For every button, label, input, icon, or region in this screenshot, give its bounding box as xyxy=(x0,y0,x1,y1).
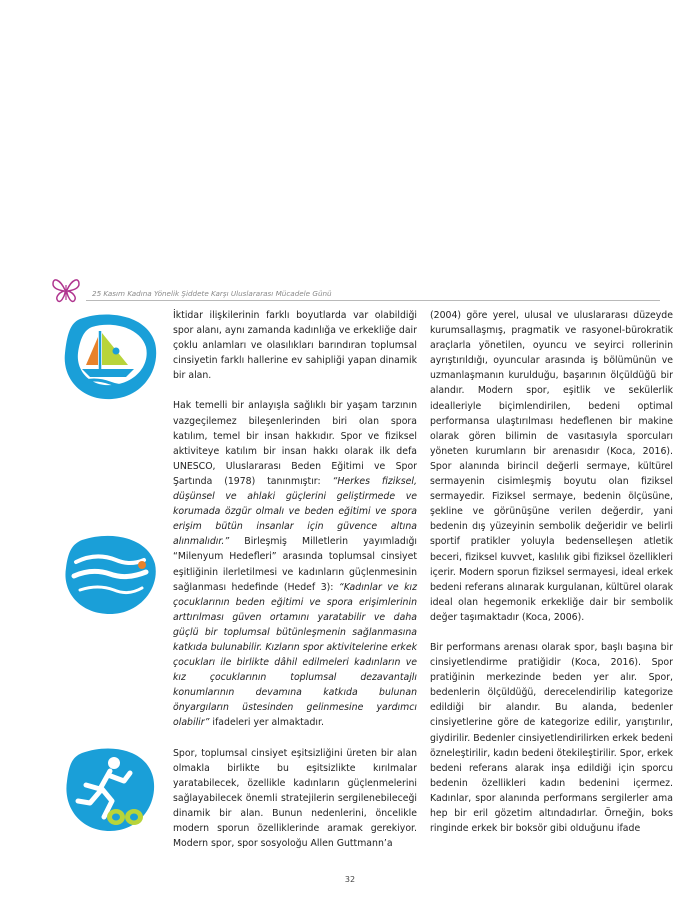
left-paragraph-1: İktidar ilişkilerinin farklı boyutlarda var olabildiği spor alanı, aynı zamanda kadınlığa ve erkekliğe dair çoklu anlamları ve olasılıkları barındıran toplumsal cinsiyetin farklı hallerine ev sahipliği yapan dinamik bir alan. xyxy=(173,310,417,382)
left-p2-text-b: Birleşmiş Milletlerin yayımladığı “Milenyum Hedefleri” arasında toplumsal cinsiyet eşitliğinin ilerletilmesi ve kadınların güçlenmesinin sağlanması hedefinde (Hedef 3): xyxy=(173,536,417,593)
header-divider xyxy=(86,300,660,301)
left-p2-text-c: ifadeleri yer almaktadır. xyxy=(209,717,324,729)
right-paragraph-2: Bir performans arenası olarak spor, başlı başına bir cinsiyetlendirme pratiğidir (Koca, 2016). Spor pratiğinin merkezinde beden yer alır. Spor, bedenlerin ölçüldüğü, derecelendirilip kategorize edildiği bir alandır. Bu alanda, bedenler cinsiyetlerine göre de kategorize edilir, yarıştırılır, giydirilir. Bedenler cinsiyetlendirilirken erkek bedeni özneleştirilir, kadın bedeni ötekileştirilir. Spor, erkek bedeni referans alarak inşa edildiği için sporcu bedenin özellikleri kadın bedenini içermez. Kadınlar, spor alanında performans sergilerler ama hep bir eril gözetim altındadırlar. Örneğin, boks ringinde erkek bir boksör gibi olduğunu ifade xyxy=(430,641,673,835)
unesco-quote: “Herkes fiziksel, düşünsel ve ahlaki güçlerini geliştirmede ve korumada özgür olmalı ve beden eğitimi ve spora erişim bütün insanlar için güvence altına alınmalıdır.” xyxy=(173,475,417,548)
right-column xyxy=(430,308,673,851)
header-title: 25 Kasım Kadına Yönelik Şiddete Karşı Uluslararası Mücadele Günü xyxy=(92,289,332,298)
millennium-quote: “Kadınlar ve kız çocuklarının beden eğitimi ve spora erişimlerinin arttırılması güven ortamını yaratabilir ve daha güçlü bir toplumsal bütünleşmenin sağlanmasına katkıda bulunabilir. Kızların spor aktivitelerine erkek çocukları ile birlikte dâhil edilmeleri kadınların ve kız çocuklarının toplumsal dezavantajlı konumlarının devamına katkıda bulunan önyargıların üstesinden gelinmesine yardımcı olabilir” xyxy=(173,581,418,729)
page-header xyxy=(50,276,660,304)
swimming-icon xyxy=(62,532,158,616)
butterfly-icon xyxy=(50,276,82,304)
left-p2-text-a: Hak temelli bir anlayışla sağlıklı bir yaşam tarzının vazgeçilemez bileşenlerinden biri olan spora katılım, temel bir insan hakkıdır. Spor ve fiziksel aktiviteye katılım bir insan hakkı olarak ilk defa UNESCO, Uluslararası Beden Eğitimi ve Spor Şartında (1978) tanınmıştır: xyxy=(173,400,417,487)
left-paragraph-3: Spor, toplumsal cinsiyet eşitsizliğini üreten bir alan olmakla birlikte bu eşitsizlikte kırılmalar yaratabilecek, özellikle kadınların güçlenmelerini sağlayabilecek önemli stratejilerin sergilenebileceği dinamik bir alan. Bunun nedenlerini, öncelikle modern sporun özelliklerinde aramak gerekiyor. Modern spor, spor sosyoloğu Allen Guttmann’a xyxy=(173,747,417,850)
running-icon xyxy=(64,745,156,833)
page-number: 32 xyxy=(344,875,356,884)
left-column xyxy=(173,308,417,866)
left-paragraph-2 xyxy=(173,398,417,730)
right-paragraph-1: (2004) göre yerel, ulusal ve uluslararası düzeyde kurumsallaşmış, pragmatik ve rasyonel-bürokratik araçlarla yönetilen, oyuncu ve seyirci rollerinin ayrıştırıldığı, oyuncular arasında iş bölümünün ve uzmanlaşmanın kurulduğu, başarının ölçüldüğü bir alandır. Modern spor, eşitlik ve sekülerlik idealleriyle biçimlendirilen, bedeni optimal performansa ulaştırılması hedeflenen bir makine olarak gören bilimin de vasıtasıyla sporcuları yöneten kurumların bir arenasıdır (Koca, 2016). Spor alanında birincil değerli sermaye, kültürel sermayenin cisimleşmiş boyutu olan fiziksel sermayedir. Fiziksel sermaye, bedenin ölçüsüne, şekline ve görünüşüne verilen değerdir, yani bedenin dış yüzeyinin sembolik değeridir ve belirli sportif pratikler yoluyla bedenselleşen atletik beceri, fiziksel kuvvet, kaslılık gibi fiziksel özellikleri içerir. Modern sporun fiziksel sermayesi, ideal erkek bedeni referans alınarak kurgulanan, kültürel olarak ideal olan hegemonik erkekliğe dair bir sembolik değer taşımaktadır (Koca, 2006). xyxy=(430,310,673,623)
sailing-icon xyxy=(62,313,158,401)
